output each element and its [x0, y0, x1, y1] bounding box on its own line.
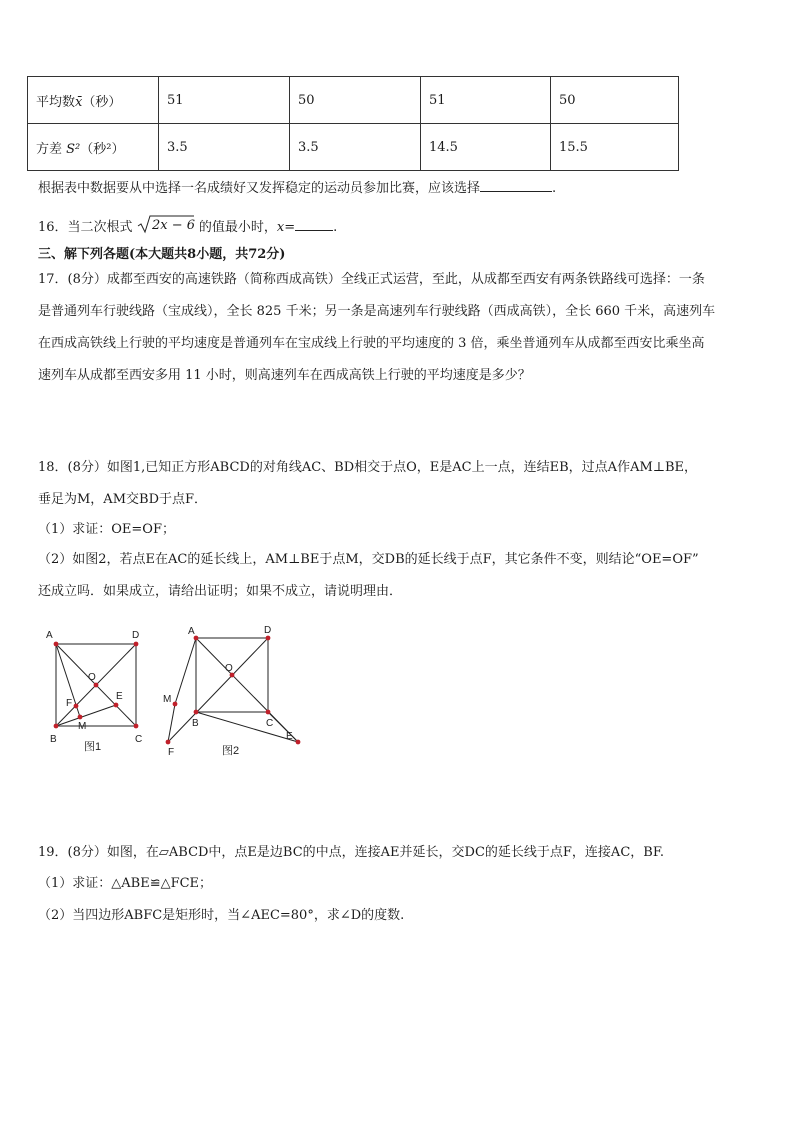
q18-line: （1）求证：OE=OF；	[38, 522, 175, 537]
q17-line: 17．(8分）成都至西安的高速铁路（简称西成高铁）全线正式运营，至此，从成都至西安有两条铁路线可选择：一条	[38, 272, 705, 287]
point-B	[54, 724, 59, 729]
point-M	[173, 702, 178, 707]
label-M: M	[163, 694, 172, 705]
header-label: 平均数	[36, 94, 76, 110]
point-D	[266, 636, 271, 641]
sqrt-sign-icon	[137, 214, 195, 234]
table-cell: 51	[159, 77, 290, 124]
q16-end: .	[333, 220, 338, 235]
header-unit: （秒²）	[80, 141, 125, 157]
label-A: A	[188, 626, 195, 637]
table-cell: 14.5	[421, 124, 551, 171]
q19-line: （2）当四边形ABFC是矩形时，当∠AEC=80°，求∠D的度数.	[38, 908, 405, 923]
q16	[38, 214, 337, 241]
header-symbol: S²	[66, 141, 81, 157]
label-O: O	[88, 672, 96, 683]
answer-blank	[480, 177, 552, 192]
point-O	[94, 683, 99, 688]
q17-line: 速列车从成都至西安多用 11 小时，则高速列车在西成高铁上行驶的平均速度是多少？	[38, 368, 531, 383]
q19-line: （1）求证：△ABE≌△FCE；	[38, 876, 213, 891]
section-3-heading: 三、解下列各题(本大题共8小题，共72分)	[38, 247, 286, 262]
q18-line: 还成立吗．如果成立，请给出证明；如果不成立，请说明理由．	[38, 584, 403, 599]
label-B: B	[192, 718, 199, 729]
label-F: F	[66, 698, 73, 709]
q17-line: 在西成高铁线上行驶的平均速度是普通列车在宝成线上行驶的平均速度的 3 倍，乘坐普通列车从成都至西安比乘坐高	[38, 336, 705, 351]
q15-end: .	[552, 181, 557, 196]
q18-line: 垂足为M，AM交BD于点F．	[38, 492, 208, 507]
table-row-header	[28, 77, 159, 124]
q18-line: 18．(8分）如图1,已知正方形ABCD的对角线AC、BD相交于点O，E是AC上一点，连结EB，过点A作AM⊥BE，	[38, 460, 698, 475]
table-row	[28, 124, 679, 171]
point-F	[74, 704, 79, 709]
point-A	[54, 642, 59, 647]
label-A: A	[46, 630, 53, 641]
table-cell: 3.5	[290, 124, 421, 171]
label-C: C	[135, 734, 143, 745]
figure-2-caption: 图2	[222, 745, 240, 757]
label-D: D	[132, 630, 140, 641]
table-row-header	[28, 124, 159, 171]
label-F: F	[168, 747, 175, 758]
point-E	[114, 703, 119, 708]
figure-1	[40, 624, 180, 764]
point-D	[134, 642, 139, 647]
label-E: E	[286, 731, 293, 742]
header-symbol: x̄	[75, 94, 83, 110]
answer-blank	[295, 216, 333, 231]
point-C	[134, 724, 139, 729]
table-cell: 3.5	[159, 124, 290, 171]
sqrt-radicand: 2x − 6	[151, 218, 195, 233]
q16-eq: =	[284, 220, 296, 235]
label-B: B	[50, 734, 57, 745]
point-M	[78, 715, 83, 720]
q19-line: 19．(8分）如图，在▱ABCD中，点E是边BC的中点，连接AE并延长，交DC的延长线于点F，连接AC，BF.	[38, 845, 664, 860]
label-M: M	[78, 721, 87, 732]
q18-line: （2）如图2，若点E在AC的延长线上，AM⊥BE于点M，交DB的延长线于点F，其它条件不变，则结论“OE=OF”	[38, 552, 699, 567]
point-F	[166, 740, 171, 745]
label-D: D	[264, 625, 272, 636]
sqrt-expression	[137, 214, 195, 241]
q15-text: 根据表中数据要从中选择一名成绩好又发挥稳定的运动员参加比赛，应该选择	[38, 181, 481, 196]
figure-2	[160, 620, 310, 770]
table-row	[28, 77, 679, 124]
q16-prefix: 16．当二次根式	[38, 220, 133, 235]
point-B	[194, 710, 199, 715]
q16-middle: 的值最小时，	[198, 220, 277, 235]
label-C: C	[266, 718, 274, 729]
header-unit: （秒）	[82, 94, 122, 110]
table-cell: 51	[421, 77, 551, 124]
figure-1-caption: 图1	[84, 741, 102, 753]
label-E: E	[116, 691, 123, 702]
table-cell: 50	[290, 77, 421, 124]
header-label: 方差	[36, 141, 63, 157]
q15-tail	[38, 177, 556, 199]
point-E	[296, 740, 301, 745]
q17-line: 是普通列车行驶线路（宝成线），全长 825 千米；另一条是高速列车行驶线路（西成高铁），全长 660 千米，高速列车	[38, 304, 716, 319]
stats-table	[27, 76, 679, 171]
label-O: O	[225, 663, 233, 674]
table-cell: 15.5	[551, 124, 679, 171]
point-C	[266, 710, 271, 715]
q16-var: x	[276, 220, 285, 235]
table-cell: 50	[551, 77, 679, 124]
